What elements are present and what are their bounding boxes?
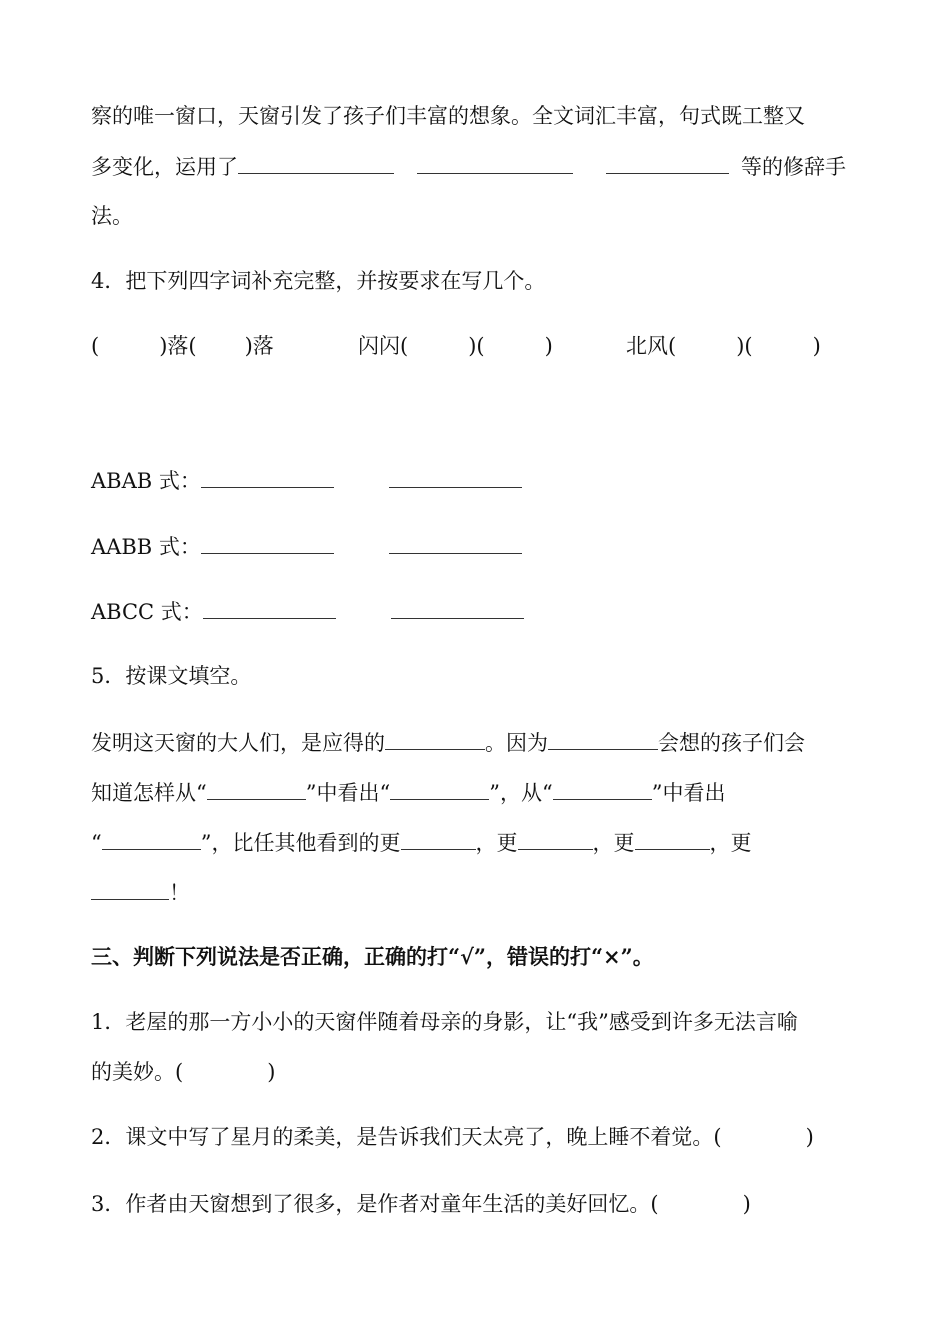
text-line: 察的唯一窗口，天窗引发了孩子们丰富的想象。全文词汇丰富，句式既工整又	[91, 104, 805, 128]
question-title: 5．按课文填空。	[91, 664, 252, 688]
text-fragment: 3．作者由天窗想到了很多，是作者对童年生活的美好回忆。(	[91, 1192, 659, 1216]
pattern-row	[91, 465, 522, 496]
text-fragment: )落(	[159, 334, 197, 358]
answer-blank[interactable]	[203, 596, 336, 619]
text-fragment: ”中看出“	[305, 781, 391, 805]
pattern-row	[91, 531, 522, 562]
text-line	[91, 727, 805, 758]
question-title: 4．把下列四字词补充完整，并按要求在写几个。	[91, 269, 546, 293]
answer-blank[interactable]	[635, 827, 710, 850]
text-fragment: )	[267, 1060, 276, 1084]
answer-blank[interactable]	[518, 827, 593, 850]
pattern-label: ABCC 式：	[91, 600, 203, 624]
text-fragment: )(	[468, 334, 485, 358]
word-item	[626, 331, 821, 361]
answer-blank[interactable]	[606, 151, 729, 174]
answer-blank[interactable]	[201, 531, 334, 554]
answer-blank[interactable]	[91, 877, 169, 900]
section-heading: 三、判断下列说法是否正确，正确的打“√”，错误的打“×”。	[91, 944, 654, 969]
text-fragment: )(	[736, 334, 753, 358]
text-line: 1．老屋的那一方小小的天窗伴随着母亲的身影，让“我”感受到许多无法言喻	[91, 1010, 798, 1034]
text-line	[91, 1122, 814, 1152]
text-fragment: 多变化，运用了	[91, 155, 238, 179]
text-fragment: 北风(	[626, 334, 677, 358]
text-fragment: ，更	[709, 831, 752, 855]
text-fragment: 2．课文中写了星月的柔美，是告诉我们天太亮了，晚上睡不着觉。(	[91, 1125, 722, 1149]
text-fragment: 等的修辞手	[741, 155, 846, 179]
answer-blank[interactable]	[385, 727, 485, 750]
answer-blank[interactable]	[401, 827, 476, 850]
answer-blank[interactable]	[548, 727, 658, 750]
answer-blank[interactable]	[201, 465, 334, 488]
text-line	[91, 827, 752, 858]
pattern-label: ABAB 式：	[91, 469, 201, 493]
text-fragment: 会想的孩子们会	[658, 731, 805, 755]
answer-blank[interactable]	[207, 777, 306, 800]
text-fragment: ，更	[475, 831, 518, 855]
text-fragment: 。因为	[485, 731, 548, 755]
text-fragment: 发明这天窗的大人们，是应得的	[91, 731, 385, 755]
text-line	[91, 151, 846, 182]
answer-blank[interactable]	[389, 531, 522, 554]
text-line	[91, 1189, 751, 1219]
word-item	[358, 331, 553, 361]
text-fragment: 的美妙。(	[91, 1060, 184, 1084]
text-fragment: )	[805, 1125, 814, 1149]
text-fragment: ！	[169, 881, 190, 905]
pattern-row	[91, 596, 524, 627]
text-fragment: ，更	[592, 831, 635, 855]
answer-blank[interactable]	[390, 777, 489, 800]
text-line: 法。	[91, 204, 133, 228]
answer-blank[interactable]	[391, 596, 524, 619]
answer-blank[interactable]	[102, 827, 201, 850]
text-line	[91, 1057, 275, 1087]
text-fragment: “	[91, 831, 102, 855]
text-fragment: 知道怎样从“	[91, 781, 207, 805]
text-fragment: ”，比任其他看到的更	[200, 831, 401, 855]
answer-blank[interactable]	[417, 151, 573, 174]
text-fragment: (	[91, 334, 100, 358]
text-fragment: ”，从“	[489, 781, 553, 805]
pattern-label: AABB 式：	[91, 535, 201, 559]
text-fragment: ”中看出	[651, 781, 726, 805]
text-line	[91, 777, 725, 808]
word-item	[91, 331, 274, 361]
text-fragment: )	[812, 334, 821, 358]
text-fragment: )	[544, 334, 553, 358]
answer-blank[interactable]	[553, 777, 652, 800]
text-fragment: 闪闪(	[358, 334, 409, 358]
answer-blank[interactable]	[389, 465, 522, 488]
text-line	[91, 877, 190, 908]
answer-blank[interactable]	[238, 151, 394, 174]
text-fragment: )	[742, 1192, 751, 1216]
text-fragment: )落	[244, 334, 274, 358]
